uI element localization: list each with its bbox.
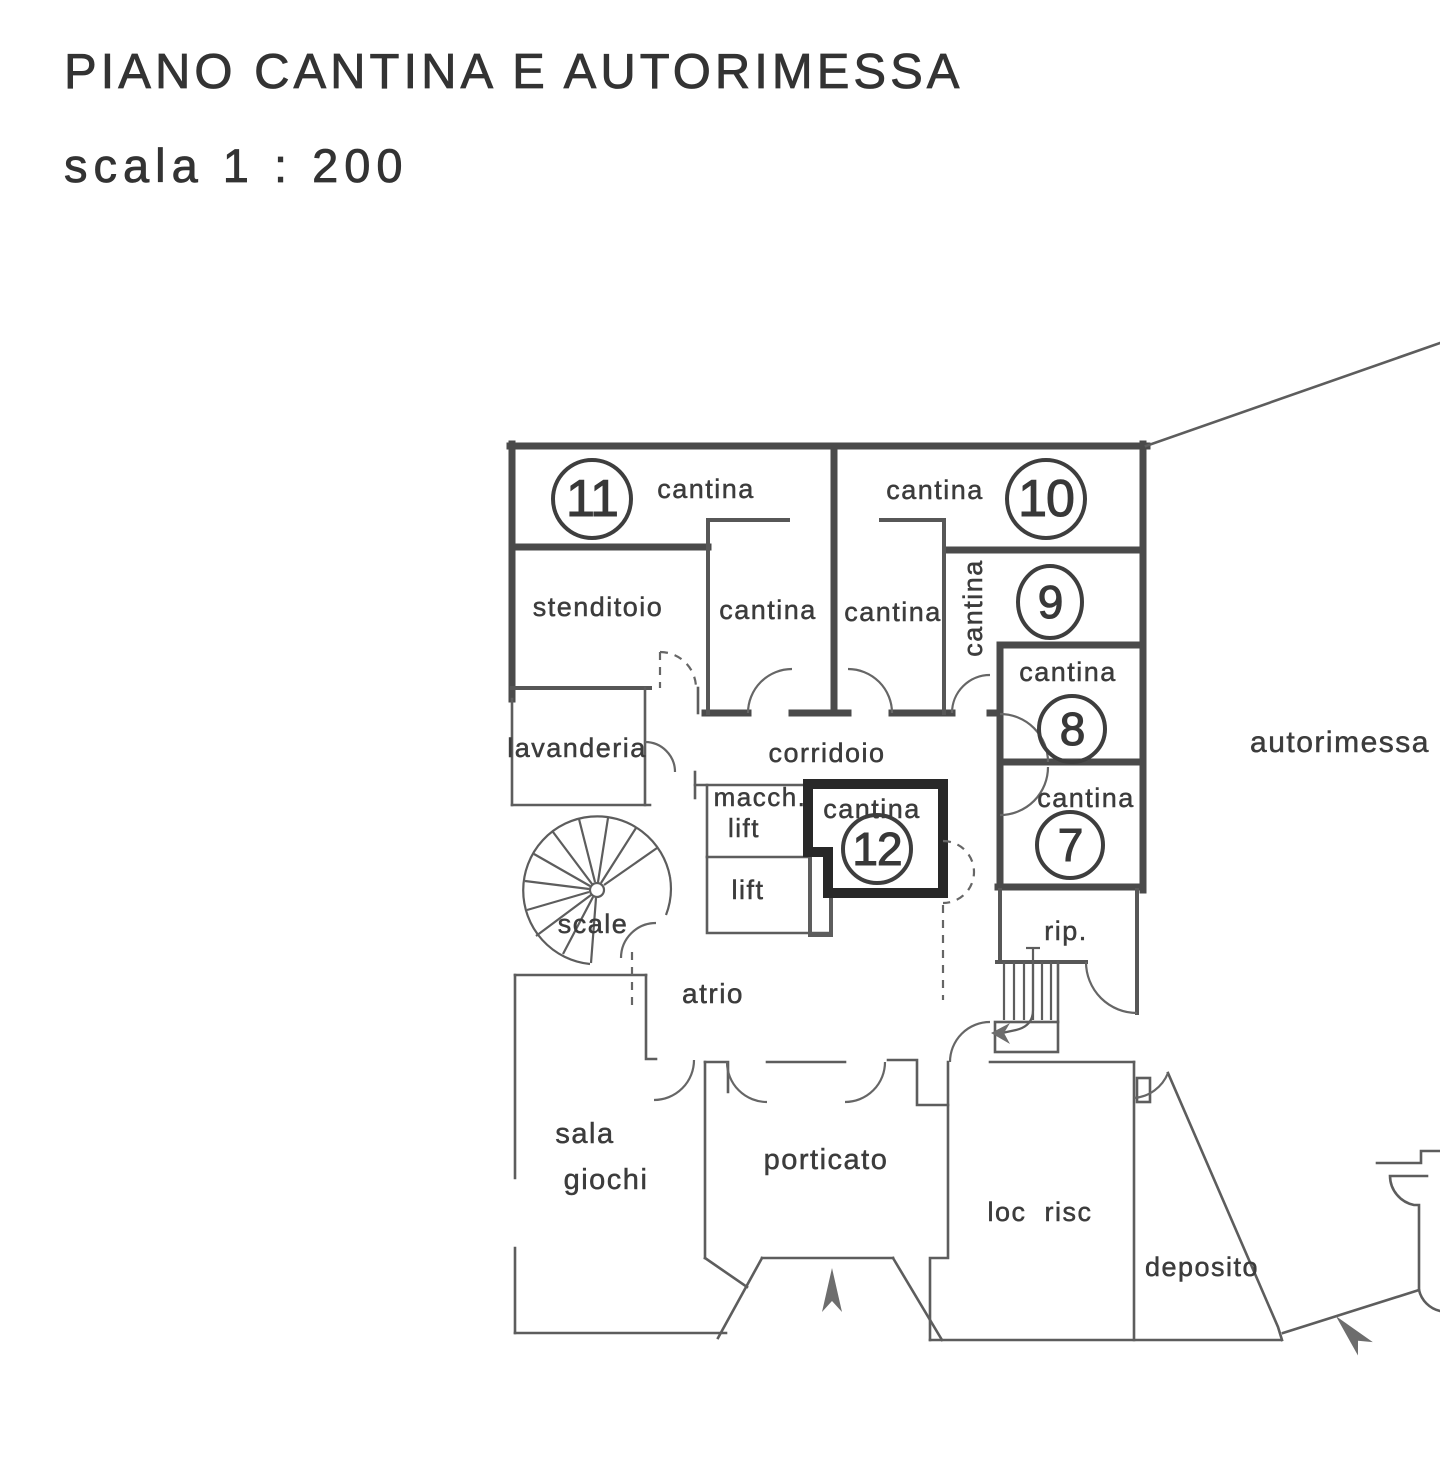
spiral-staircase bbox=[523, 816, 671, 964]
door-porticato-left bbox=[727, 1062, 767, 1102]
room-labels bbox=[507, 474, 1430, 1282]
label-atrio: atrio bbox=[682, 978, 744, 1009]
label-porticato: porticato bbox=[763, 1144, 889, 1176]
door-midleft-cantina bbox=[748, 669, 792, 713]
wall-porticato-pillar-right bbox=[888, 1060, 948, 1105]
label-cantina-midleft: cantina bbox=[719, 595, 817, 625]
ramp-curb-curve bbox=[1419, 1290, 1440, 1311]
steps-chamfer bbox=[705, 1258, 747, 1287]
wall-garage-top-diagonal bbox=[1146, 343, 1440, 446]
ramp-curb-upper bbox=[1377, 1151, 1440, 1163]
wall-deposito-diagonal bbox=[1168, 1073, 1282, 1340]
wall-garage-bottom-diagonal bbox=[1283, 1290, 1419, 1333]
label-corridoio: corridoio bbox=[768, 738, 886, 768]
label-stenditoio: stenditoio bbox=[532, 592, 664, 622]
label-cantina-10: cantina bbox=[886, 475, 984, 505]
wall-porticato-pillar-left bbox=[705, 1062, 728, 1092]
label-autorimessa: autorimessa bbox=[1250, 726, 1430, 759]
unit9-number: 9 bbox=[1037, 576, 1063, 628]
page-title: PIANO CANTINA E AUTORIMESSA bbox=[64, 45, 964, 99]
label-cantina-7: cantina bbox=[1037, 783, 1135, 813]
label-cantina-8: cantina bbox=[1019, 657, 1117, 687]
stair-treads bbox=[1004, 962, 1051, 1020]
label-loc-risc: loc risc bbox=[987, 1197, 1093, 1227]
label-giochi: giochi bbox=[563, 1164, 649, 1196]
label-lavanderia: lavanderia bbox=[507, 733, 647, 763]
spiral-outer-arc bbox=[523, 816, 670, 964]
door-loc-risc bbox=[950, 1022, 990, 1062]
ramp-curb-lower bbox=[1390, 1176, 1427, 1290]
label-cantina-12: cantina bbox=[823, 794, 921, 824]
dash-stenditoio-arc bbox=[660, 652, 696, 688]
spiral-door-arc bbox=[666, 877, 671, 915]
label-lift: lift bbox=[731, 875, 765, 905]
unit7-number: 7 bbox=[1057, 819, 1083, 871]
label-deposito: deposito bbox=[1144, 1252, 1260, 1282]
label-cantina-9: cantina bbox=[958, 559, 988, 657]
unit8-number: 8 bbox=[1059, 703, 1085, 755]
door-sala-giochi bbox=[654, 1060, 694, 1100]
wall-sala-right bbox=[646, 975, 656, 1059]
door-cantina9-leg bbox=[952, 675, 990, 713]
spiral-center-post bbox=[590, 883, 604, 897]
unit10-number: 10 bbox=[1018, 470, 1074, 528]
porticato-entrance-arrow bbox=[822, 1268, 842, 1312]
unit12-number: 12 bbox=[852, 823, 902, 875]
label-rip: rip. bbox=[1044, 916, 1088, 946]
door-midright-cantina bbox=[848, 669, 892, 713]
label-scale: scale bbox=[557, 909, 629, 939]
scale-label: scala 1 : 200 bbox=[64, 139, 409, 192]
label-cantina-11: cantina bbox=[657, 474, 755, 504]
label-sala: sala bbox=[555, 1118, 615, 1150]
label-macch-lift-1: macch. bbox=[713, 782, 807, 812]
door-porticato-right bbox=[845, 1062, 885, 1102]
steps-right-slant bbox=[893, 1258, 942, 1340]
door-lavanderia bbox=[645, 742, 675, 772]
unit11-number: 11 bbox=[566, 470, 618, 528]
door-rip bbox=[1086, 962, 1137, 1013]
label-macch-lift-2: lift bbox=[728, 813, 760, 843]
label-cantina-midright: cantina bbox=[844, 597, 942, 627]
